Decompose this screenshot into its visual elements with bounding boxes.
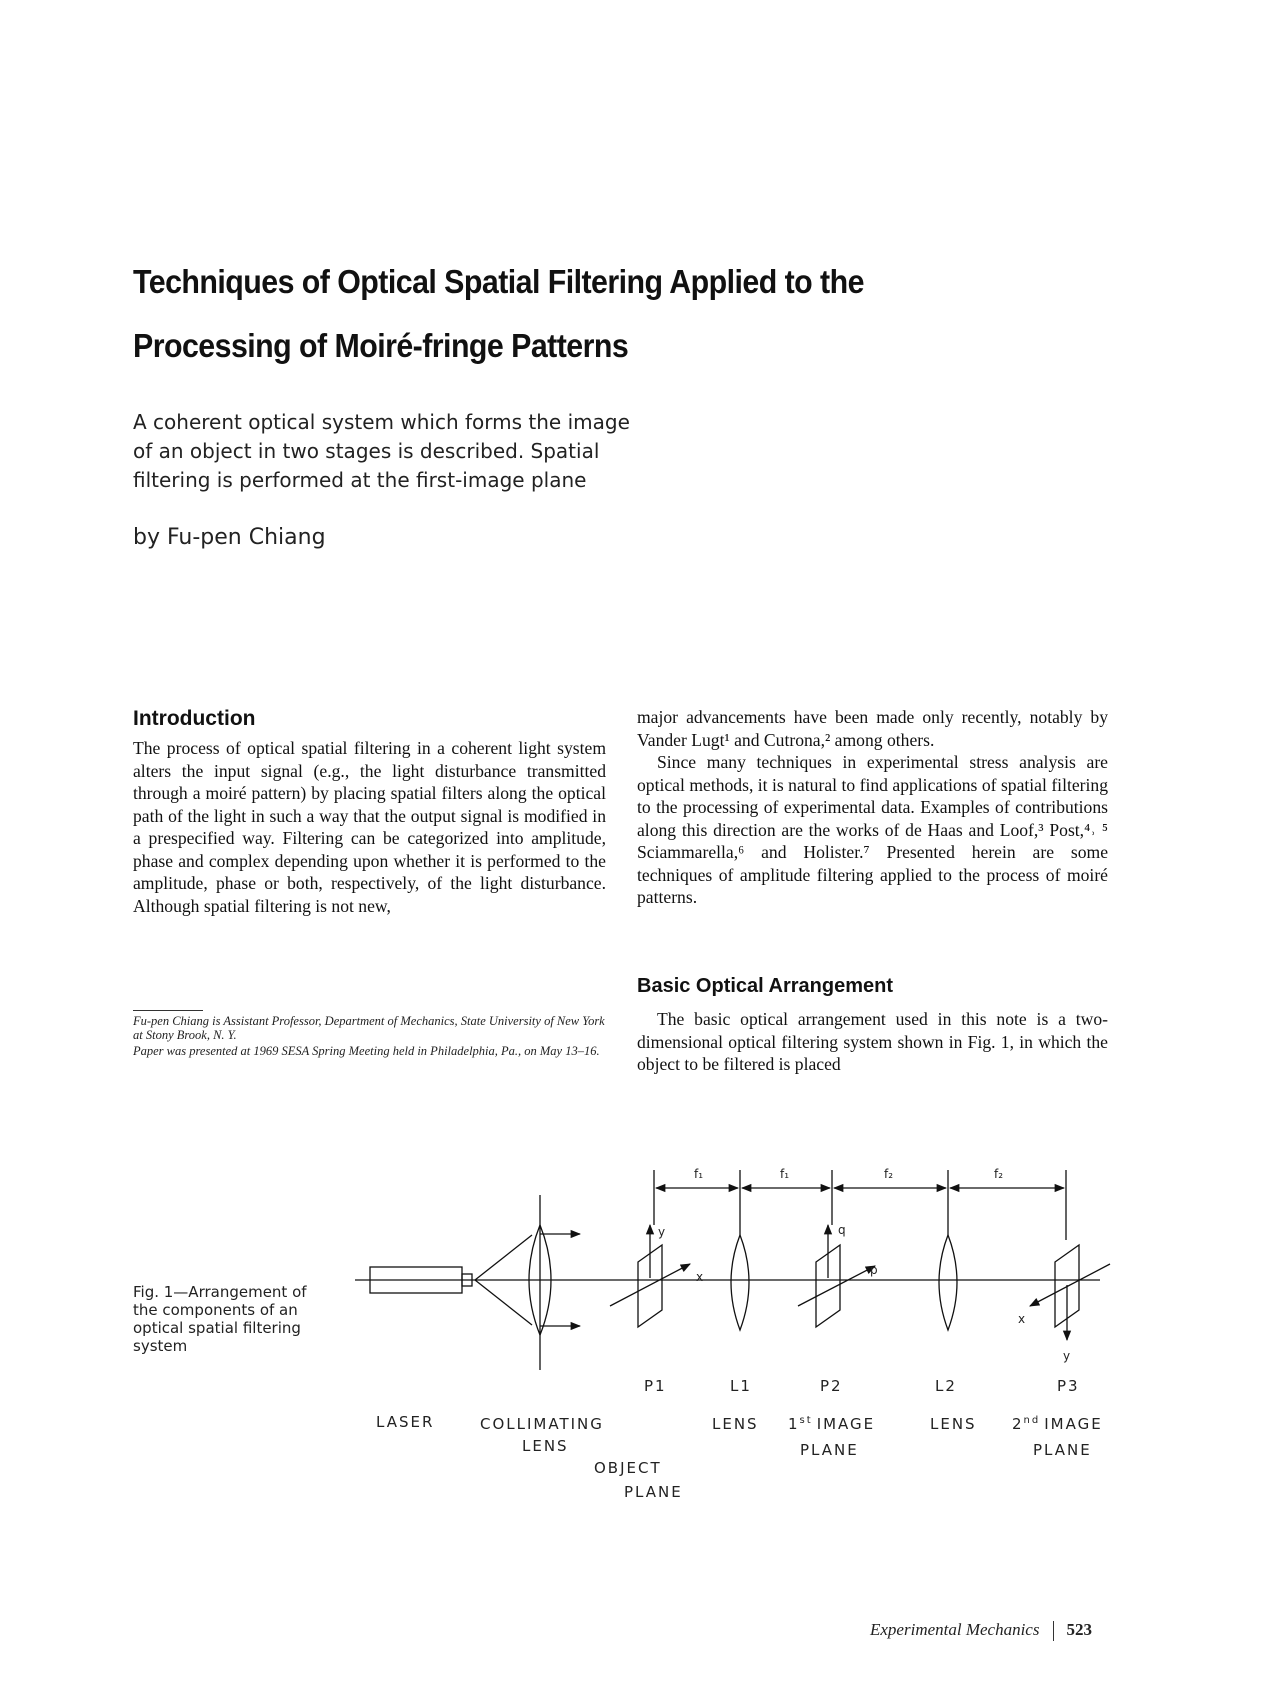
p2-p-axis xyxy=(798,1266,875,1306)
label-lens-1: LENS xyxy=(712,1415,759,1433)
label-laser: LASER xyxy=(376,1413,435,1431)
p3-x-label: x xyxy=(1018,1312,1026,1326)
p1-x-label: x xyxy=(696,1270,704,1284)
dim-label-4: f₂ xyxy=(994,1167,1004,1181)
plane-id-p2: P2 xyxy=(820,1377,843,1395)
label-first-image-plane: PLANE xyxy=(800,1441,859,1459)
dim-label-1: f₁ xyxy=(694,1167,704,1181)
label-lens-2: LENS xyxy=(930,1415,977,1433)
introduction-heading: Introduction xyxy=(133,707,256,730)
abstract-line-2: of an object in two stages is described. Spatial xyxy=(133,439,600,463)
footer-divider xyxy=(1053,1621,1054,1641)
continuation-paragraph: major advancements have been made only recently, notably by Vander Lugt¹ and Cutrona,² among others. xyxy=(637,707,1108,750)
p2-p-label: p xyxy=(870,1263,878,1277)
lens-l1 xyxy=(731,1235,749,1330)
p3-y-label: y xyxy=(1063,1349,1071,1363)
caption-line-4: system xyxy=(133,1337,188,1355)
label-collimating: COLLIMATING xyxy=(480,1415,604,1433)
dim-label-3: f₂ xyxy=(884,1167,894,1181)
stress-analysis-paragraph: Since many techniques in experimental stress analysis are optical methods, it is natural to find applications of spatial filtering to the processing of experimental data. Examples of contributions along this direction are the works of de Haas and Loof,³ Post,⁴˒ ⁵ Sciammarella,⁶ and Holister.⁷ Presented herein are some techniques of amplitude filtering applied to the process of moiré patterns. xyxy=(637,752,1108,907)
label-second-image: 2nd IMAGE xyxy=(1012,1415,1103,1433)
beam-lower xyxy=(475,1280,532,1325)
journal-name: Experimental Mechanics xyxy=(870,1620,1040,1639)
label-first-image: 1st IMAGE xyxy=(788,1415,876,1433)
title-line-2: Processing of Moiré-fringe Patterns xyxy=(133,327,629,364)
label-object-plane: PLANE xyxy=(624,1483,683,1501)
p1-y-label: y xyxy=(658,1225,666,1239)
lens-l2 xyxy=(939,1235,957,1330)
label-second-image-plane: PLANE xyxy=(1033,1441,1092,1459)
arrangement-paragraph: The basic optical arrangement used in this note is a two-dimensional optical filtering system shown in Fig. 1, in which the object to be filtered is placed xyxy=(637,1009,1108,1074)
p3-x-axis xyxy=(1030,1264,1110,1306)
plane-id-l2: L2 xyxy=(935,1377,957,1395)
plane-id-p3: P3 xyxy=(1057,1377,1080,1395)
beam-upper xyxy=(475,1235,532,1280)
page-footer xyxy=(870,1620,1092,1641)
caption-line-1: Fig. 1—Arrangement of xyxy=(133,1283,307,1301)
caption-line-2: the components of an xyxy=(133,1301,298,1319)
plane-id-l1: L1 xyxy=(730,1377,752,1395)
caption-line-3: optical spatial filtering xyxy=(133,1319,301,1337)
basic-arrangement-heading: Basic Optical Arrangement xyxy=(637,975,894,997)
p2-q-label: q xyxy=(838,1223,846,1237)
dim-label-2: f₁ xyxy=(780,1167,790,1181)
abstract-line-3: filtering is performed at the first-image plane xyxy=(133,468,587,492)
title-line-1: Techniques of Optical Spatial Filtering Applied to the xyxy=(133,263,864,300)
label-object: OBJECT xyxy=(594,1459,662,1477)
label-collimating-lens: LENS xyxy=(522,1437,569,1455)
author-byline: by Fu-pen Chiang xyxy=(133,525,326,550)
abstract-line-1: A coherent optical system which forms the image xyxy=(133,410,630,434)
footnote-author: Fu-pen Chiang is Assistant Professor, Department of Mechanics, State University of New York at Stony Brook, N. Y. xyxy=(133,1014,605,1042)
plane-id-p1: P1 xyxy=(644,1377,667,1395)
footnote-presented: Paper was presented at 1969 SESA Spring Meeting held in Philadelphia, Pa., on May 13–16. xyxy=(133,1044,600,1058)
introduction-paragraph: The process of optical spatial filtering in a coherent light system alters the input signal (e.g., the light disturbance transmitted through a moiré pattern) by placing spatial filters along the optical path of the light in such a way that the output signal is modified in a prespecified way. Filtering can be categorized into amplitude, phase and complex depending upon whether it is performed to the amplitude, phase or both, respectively, of the light disturbance. Although spatial filtering is not new, xyxy=(133,738,606,916)
page-number: 523 xyxy=(1066,1620,1092,1639)
